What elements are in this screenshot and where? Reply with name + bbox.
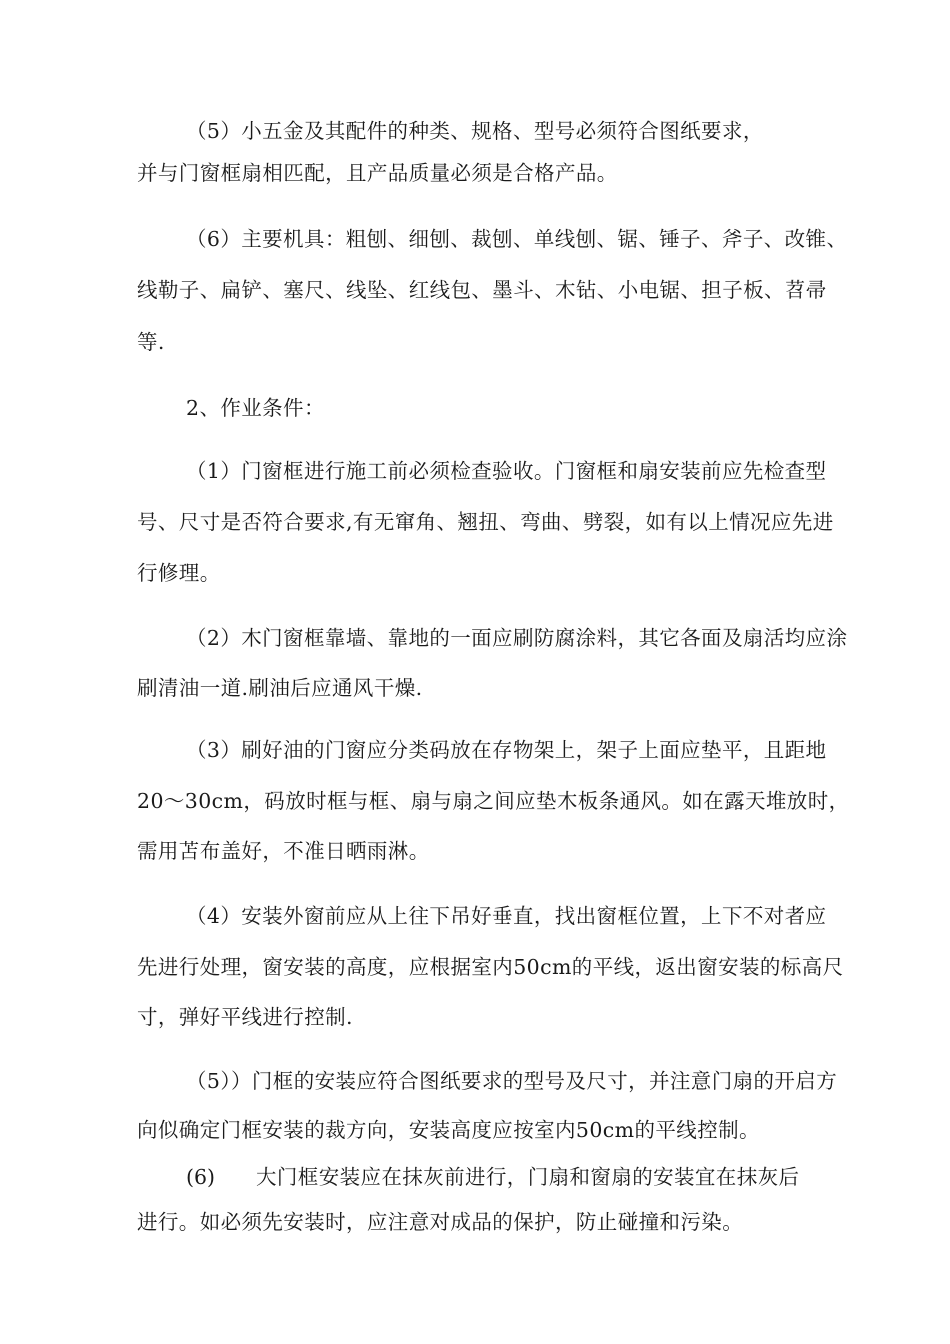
paragraph-5-line-1: （3）刷好油的门窗应分类码放在存物架上，架子上面应垫平，且距地	[186, 738, 827, 762]
paragraph-7-line-2: 向似确定门框安装的裁方向，安装高度应按室内50cm的平线控制。	[137, 1118, 760, 1142]
paragraph-4-line-2: 刷清油一道.刷油后应通风干燥.	[137, 676, 423, 700]
paragraph-4-line-1: （2）木门窗框靠墙、靠地的一面应刷防腐涂料，其它各面及扇活均应涂	[186, 626, 848, 650]
paragraph-2-line-1: （6）主要机具：粗刨、细刨、裁刨、单线刨、锯、锤子、斧子、改锥、	[186, 227, 848, 251]
paragraph-6-line-1: （4）安装外窗前应从上往下吊好垂直，找出窗框位置，上下不对者应	[186, 904, 827, 928]
paragraph-5-line-3: 需用苫布盖好，不准日晒雨淋。	[137, 839, 430, 863]
paragraph-8-line-1: 大门框安装应在抹灰前进行，门扇和窗扇的安装宜在抹灰后	[256, 1165, 800, 1189]
paragraph-3-line-3: 行修理。	[137, 561, 221, 585]
paragraph-2-line-2: 线勒子、扁铲、塞尺、线坠、红线包、墨斗、木钻、小电锯、担子板、苕帚	[137, 278, 827, 302]
paragraph-2-line-3: 等.	[137, 330, 165, 354]
paragraph-8-line-2: 进行。如必须先安装时，应注意对成品的保护，防止碰撞和污染。	[137, 1210, 744, 1234]
paragraph-6-line-3: 寸，弹好平线进行控制.	[137, 1005, 353, 1029]
paragraph-3-line-2: 号、尺寸是否符合要求,有无窜角、翘扭、弯曲、劈裂，如有以上情况应先进	[137, 510, 834, 534]
paragraph-5-line-2: 20〜30cm，码放时框与框、扇与扇之间应垫木板条通风。如在露天堆放时，	[137, 789, 850, 813]
paragraph-8-label: (6)	[186, 1165, 216, 1189]
paragraph-1-line-1: （5）小五金及其配件的种类、规格、型号必须符合图纸要求，	[186, 119, 764, 143]
paragraph-1-line-2: 并与门窗框扇相匹配，且产品质量必须是合格产品。	[137, 161, 618, 185]
paragraph-3-line-1: （1）门窗框进行施工前必须检查验收。门窗框和扇安装前应先检查型	[186, 459, 827, 483]
paragraph-7-line-1: （5））门框的安装应符合图纸要求的型号及尺寸，并注意门扇的开启方	[186, 1069, 838, 1093]
section-heading-work-conditions: 2、作业条件：	[186, 396, 325, 420]
paragraph-6-line-2: 先进行处理，窗安装的高度，应根据室内50cm的平线，返出窗安装的标高尺	[137, 955, 844, 979]
